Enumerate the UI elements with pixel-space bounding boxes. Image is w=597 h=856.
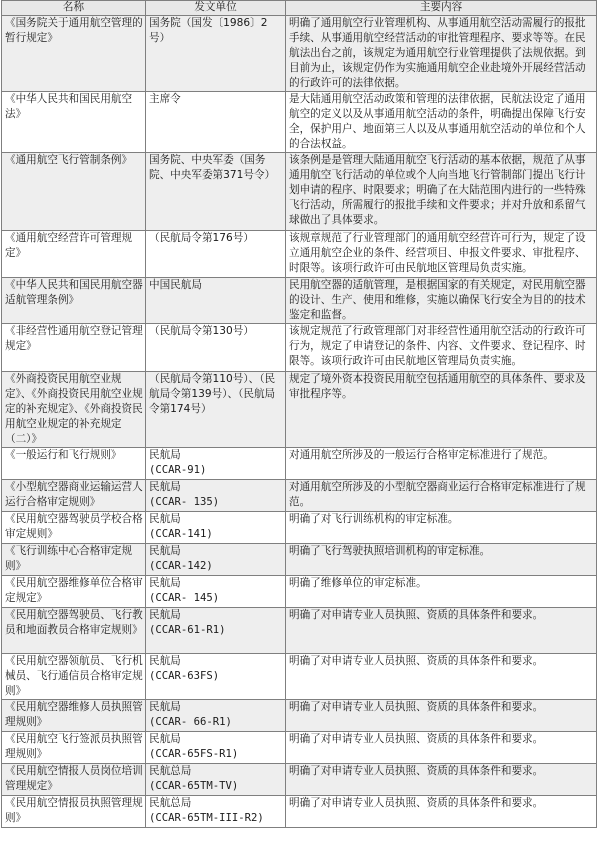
regulation-content: 明确了对申请专业人员执照、资质的具体条件和要求。 xyxy=(286,764,597,796)
regulation-content: 明确了飞行驾驶执照培训机构的审定标准。 xyxy=(286,544,597,576)
regulation-content: 民用航空器的适航管理，是根据国家的有关规定，对民用航空器的设计、生产、使用和维修，实施以确保飞行安全为目的的技术鉴定和监督。 xyxy=(286,278,597,324)
regulation-name: 《国务院关于通用航空管理的暂行规定》 xyxy=(2,16,146,92)
regulation-issuer xyxy=(146,544,286,576)
issuer-code: (CCAR-65TM-III-R2) xyxy=(149,812,264,824)
regulation-content: 明确了对申请专业人员执照、资质的具体条件和要求。 xyxy=(286,700,597,732)
header-issuer: 发文单位 xyxy=(146,1,286,16)
table-row xyxy=(2,576,597,608)
header-name: 名称 xyxy=(2,1,146,16)
regulation-name: 《民用航空器驾驶员、飞行教员和地面教员合格审定规则》 xyxy=(2,608,146,654)
regulation-issuer: 国务院、中央军委（国务院、中央军委第371号令） xyxy=(146,153,286,231)
regulation-name: 《一般运行和飞行规则》 xyxy=(2,448,146,480)
regulation-name: 《民用航空飞行签派员执照管理规则》 xyxy=(2,732,146,764)
regulation-issuer xyxy=(146,448,286,480)
table-row xyxy=(2,278,597,324)
issuer-code: (CCAR-63FS) xyxy=(149,670,220,682)
regulation-name: 《民用航空情报员执照管理规则》 xyxy=(2,796,146,828)
regulation-issuer xyxy=(146,608,286,654)
regulation-content: 明确了对申请专业人员执照、资质的具体条件和要求。 xyxy=(286,608,597,654)
table-row xyxy=(2,480,597,512)
regulation-name: 《民用航空器维修单位合格审定规定》 xyxy=(2,576,146,608)
table-row xyxy=(2,732,597,764)
regulation-content: 明确了对申请专业人员执照、资质的具体条件和要求。 xyxy=(286,654,597,700)
table-row xyxy=(2,512,597,544)
regulation-issuer: 主席令 xyxy=(146,92,286,153)
issuer-code: (CCAR- 66-R1) xyxy=(149,716,232,728)
table-row xyxy=(2,654,597,700)
table-row xyxy=(2,700,597,732)
regulation-content: 该规定规范了行政管理部门对非经营性通用航空活动的行政许可行为，规定了申请登记的条件、内容、文件要求、登记程序、时限等。该项行政许可由民航地区管理局负责实施。 xyxy=(286,324,597,372)
issuer-org: 民航局 xyxy=(149,733,181,745)
issuer-org: 民航局 xyxy=(149,513,181,525)
regulation-name: 《中华人民共和国民用航空器适航管理条例》 xyxy=(2,278,146,324)
regulation-content: 对通用航空所涉及的一般运行合格审定标准进行了规范。 xyxy=(286,448,597,480)
regulation-content: 明确了对申请专业人员执照、资质的具体条件和要求。 xyxy=(286,732,597,764)
issuer-code: (CCAR-141) xyxy=(149,528,213,540)
table-row xyxy=(2,544,597,576)
regulation-issuer: 中国民航局 xyxy=(146,278,286,324)
regulation-name: 《民用航空器驾驶员学校合格审定规则》 xyxy=(2,512,146,544)
issuer-code: (CCAR- 135) xyxy=(149,496,220,508)
regulation-name: 《通用航空飞行管制条例》 xyxy=(2,153,146,231)
regulation-name: 《飞行训练中心合格审定规则》 xyxy=(2,544,146,576)
regulation-issuer: （民航局令第110号）、（民航局令第139号）、（民航局令第174号） xyxy=(146,372,286,448)
regulation-content: 规定了境外资本投资民用航空包括通用航空的具体条件、要求及审批程序等。 xyxy=(286,372,597,448)
table-row xyxy=(2,372,597,448)
table-row xyxy=(2,448,597,480)
header-content: 主要内容 xyxy=(286,1,597,16)
regulation-content: 是大陆通用航空活动政策和管理的法律依据，民航法设定了通用航空的定义以及从事通用航空活动的条件，明确提出保障飞行安全，保护用户、地面第三人以及从事通用航空活动的单位和个人的合法权益。 xyxy=(286,92,597,153)
issuer-org: 民航局 xyxy=(149,449,181,461)
issuer-org: 民航局 xyxy=(149,655,181,667)
regulation-content: 该规章规范了行业管理部门的通用航空经营许可行为，规定了设立通用航空企业的条件、经营项目、申报文件要求、审批程序、时限等。该项行政许可由民航地区管理局负责实施。 xyxy=(286,231,597,278)
issuer-org: 民航局 xyxy=(149,481,181,493)
header-row xyxy=(2,1,597,16)
regulation-issuer xyxy=(146,654,286,700)
issuer-code: (CCAR-91) xyxy=(149,464,207,476)
issuer-org: 民航局 xyxy=(149,609,181,621)
regulation-name: 《非经营性通用航空登记管理规定》 xyxy=(2,324,146,372)
issuer-org: 民航局 xyxy=(149,701,181,713)
regulation-name: 《通用航空经营许可管理规定》 xyxy=(2,231,146,278)
regulation-name: 《民用航空器维修人员执照管理规则》 xyxy=(2,700,146,732)
issuer-org: 民航总局 xyxy=(149,765,192,777)
regulation-name: 《民用航空器领航员、飞行机械员、飞行通信员合格审定规则》 xyxy=(2,654,146,700)
issuer-code: (CCAR-61-R1) xyxy=(149,624,226,636)
regulation-issuer: （民航局令第176号） xyxy=(146,231,286,278)
issuer-code: (CCAR-142) xyxy=(149,560,213,572)
table-row xyxy=(2,324,597,372)
regulation-issuer xyxy=(146,480,286,512)
regulation-content: 明确了维修单位的审定标准。 xyxy=(286,576,597,608)
regulation-issuer xyxy=(146,796,286,828)
regulation-content: 明确了对飞行训练机构的审定标准。 xyxy=(286,512,597,544)
table-row xyxy=(2,764,597,796)
regulation-name: 《民用航空情报人员岗位培训管理规定》 xyxy=(2,764,146,796)
regulations-table xyxy=(1,0,597,828)
table-row xyxy=(2,608,597,654)
issuer-org: 民航总局 xyxy=(149,797,192,809)
issuer-org: 民航局 xyxy=(149,545,181,557)
issuer-code: (CCAR-65FS-R1) xyxy=(149,748,239,760)
regulation-issuer xyxy=(146,512,286,544)
regulation-content: 明确了对申请专业人员执照、资质的具体条件和要求。 xyxy=(286,796,597,828)
regulation-issuer xyxy=(146,732,286,764)
table-row xyxy=(2,153,597,231)
issuer-code: (CCAR- 145) xyxy=(149,592,220,604)
issuer-code: (CCAR-65TM-TV) xyxy=(149,780,239,792)
table-row xyxy=(2,92,597,153)
table-row xyxy=(2,16,597,92)
regulation-issuer xyxy=(146,764,286,796)
regulation-issuer xyxy=(146,700,286,732)
regulation-name: 《中华人民共和国民用航空法》 xyxy=(2,92,146,153)
table-row xyxy=(2,231,597,278)
regulation-name: 《外商投资民用航空业规定》、《外商投资民用航空业规定的补充规定》、《外商投资民用航空业规定的补充规定（二）》 xyxy=(2,372,146,448)
regulation-content: 该条例是是管理大陆通用航空飞行活动的基本依据，规范了从事通用航空飞行活动的单位或个人向当地飞行管制部门提出飞行计划申请的程序、时限要求；明确了在大陆范围内进行的一些特殊飞行活动，所需履行的报批手续和文件要求；并对升放和系留气球做出了具体要求。 xyxy=(286,153,597,231)
regulation-issuer: （民航局令第130号） xyxy=(146,324,286,372)
table-row xyxy=(2,796,597,828)
regulation-issuer xyxy=(146,576,286,608)
regulation-content: 明确了通用航空行业管理机构、从事通用航空活动需履行的报批手续、从事通用航空经营活动的审批管理程序、要求等等。在民航法出台之前，该规定为通用航空行业管理提供了法规依据。到目前为止，该规定仍作为实施通用航空企业赴境外开展经营活动的行政许可的法律依据。 xyxy=(286,16,597,92)
issuer-org: 民航局 xyxy=(149,577,181,589)
regulation-issuer: 国务院（国发〔1986〕2号） xyxy=(146,16,286,92)
regulation-name: 《小型航空器商业运输运营人运行合格审定规则》 xyxy=(2,480,146,512)
regulation-content: 对通用航空所涉及的小型航空器商业运行合格审定标准进行了规范。 xyxy=(286,480,597,512)
